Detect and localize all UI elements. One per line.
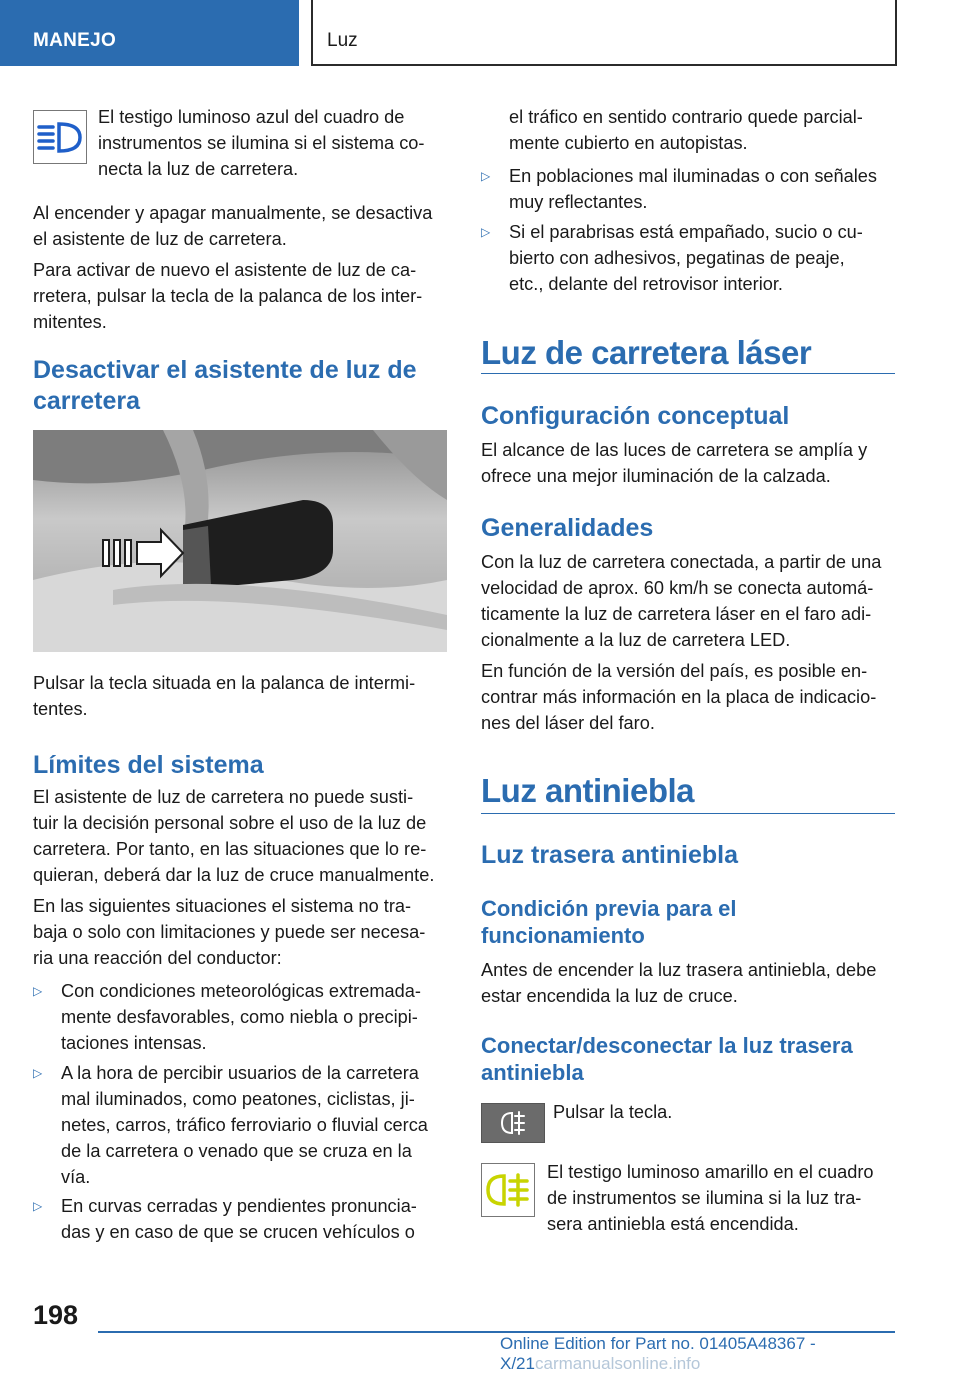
- blue-indicator-text-line: necta la luz de carretera.: [98, 159, 299, 179]
- paragraph-line: quieran, deberá dar la luz de cruce manualmente.: [33, 865, 435, 885]
- paragraph-line: el tráfico en sentido contrario quede parcial-: [509, 107, 863, 127]
- paragraph-line: tuir la decisión personal sobre el uso de la luz de: [33, 813, 427, 833]
- heading-deactivate: carretera: [33, 387, 141, 415]
- paragraph-line: baja o solo con limitaciones y puede ser necesa-: [33, 922, 426, 942]
- heading-system-limits: Límites del sistema: [33, 751, 264, 779]
- blue-indicator-text-line: instrumentos se ilumina si el sistema co-: [98, 133, 425, 153]
- list-item-line: Si el parabrisas está empañado, sucio o cu-: [509, 222, 863, 242]
- paragraph-line: El alcance de las luces de carretera se amplía y: [481, 440, 868, 460]
- paragraph-line: estar encendida la luz de cruce.: [481, 986, 738, 1006]
- paragraph-line: En las siguientes situaciones el sistema no tra-: [33, 896, 412, 916]
- footer-edition: [500, 1334, 960, 1374]
- section-tab: [0, 0, 299, 66]
- list-item-line: bierto con adhesivos, pegatinas de peaje,: [509, 248, 845, 268]
- blue-indicator-text-line: El testigo luminoso azul del cuadro de: [98, 107, 405, 127]
- heading-deactivate: Desactivar el asistente de luz de: [33, 356, 417, 384]
- list-item-line: En curvas cerradas y pendientes pronuncia-: [61, 1196, 417, 1216]
- list-item-line: mente desfavorables, como niebla o precipi-: [61, 1007, 418, 1027]
- triangle-bullet-icon: ▷: [481, 169, 491, 183]
- paragraph-line: contrar más información en la placa de indicacio-: [481, 687, 877, 707]
- paragraph-line: mitentes.: [33, 312, 107, 332]
- heading-toggle-rear-fog: antiniebla: [481, 1060, 584, 1085]
- paragraph-line: carretera. Por tanto, en las situaciones que lo re-: [33, 839, 427, 859]
- paragraph-line: El asistente de luz de carretera no puede susti-: [33, 787, 414, 807]
- list-item-line: taciones intensas.: [61, 1033, 207, 1053]
- paragraph-line: velocidad de aprox. 60 km/h se conecta automá-: [481, 578, 874, 598]
- section-title: MANEJO: [33, 30, 117, 51]
- footer-divider: [98, 1331, 895, 1333]
- paragraph-line: cionalmente a la luz de carretera LED.: [481, 630, 791, 650]
- paragraph-line: Para activar de nuevo el asistente de luz de ca-: [33, 260, 417, 280]
- triangle-bullet-icon: ▷: [33, 1199, 43, 1213]
- amber-indicator-text-line: de instrumentos se ilumina si la luz tra-: [547, 1188, 862, 1208]
- list-item-line: En poblaciones mal iluminadas o con señales: [509, 166, 878, 186]
- paragraph-line: ria una reacción del conductor:: [33, 948, 282, 968]
- paragraph-line: Con la luz de carretera conectada, a partir de una: [481, 552, 882, 572]
- paragraph-line: ticamente la luz de carretera láser en el faro adi-: [481, 604, 872, 624]
- triangle-bullet-icon: ▷: [33, 984, 43, 998]
- paragraph-line: En función de la versión del país, es posible en-: [481, 661, 868, 681]
- paragraph-line: el asistente de luz de carretera.: [33, 229, 287, 249]
- heading-concept: Configuración conceptual: [481, 402, 790, 430]
- heading-laser-high-beam: Luz de carretera láser: [481, 334, 812, 371]
- amber-indicator-text-line: sera antiniebla está encendida.: [547, 1214, 799, 1234]
- list-item-line: Con condiciones meteorológicas extremada-: [61, 981, 421, 1001]
- chapter-header: [311, 0, 897, 66]
- paragraph-line: rretera, pulsar la tecla de la palanca de los inter-: [33, 286, 423, 306]
- list-item-line: etc., delante del retrovisor interior.: [509, 274, 783, 294]
- list-item-line: mal iluminados, como peatones, ciclistas, ji-: [61, 1089, 415, 1109]
- heading-fog-light: Luz antiniebla: [481, 772, 695, 809]
- press-key-text: Pulsar la tecla.: [553, 1102, 673, 1122]
- list-item-line: A la hora de percibir usuarios de la carretera: [61, 1063, 419, 1083]
- list-item-line: das y en caso de que se crucen vehículos o: [61, 1222, 415, 1242]
- paragraph-line: mente cubierto en autopistas.: [509, 133, 748, 153]
- edition-text: Online Edition for Part no. 01405A48367 - X/21: [500, 1334, 816, 1373]
- heading-precondition: Condición previa para el: [481, 896, 737, 921]
- amber-indicator-text-line: El testigo luminoso amarillo en el cuadro: [547, 1162, 874, 1182]
- page-number: 198: [33, 1300, 79, 1330]
- heading-rear-fog-light: Luz trasera antiniebla: [481, 841, 739, 869]
- list-item-line: netes, carros, tráfico ferroviario o fluvial cerca: [61, 1115, 428, 1135]
- triangle-bullet-icon: ▷: [33, 1066, 43, 1080]
- heading-general: Generalidades: [481, 514, 654, 542]
- high-beam-indicator-icon: [33, 110, 87, 164]
- watermark-text: carmanualsonline.info: [534, 1354, 701, 1373]
- paragraph-line: Al encender y apagar manualmente, se desactiva: [33, 203, 433, 223]
- list-item-line: de la carretera o venado que se cruza en la: [61, 1141, 412, 1161]
- paragraph-line: tentes.: [33, 699, 88, 719]
- turn-signal-lever-photo: [33, 430, 447, 652]
- paragraph-line: nes del láser del faro.: [481, 713, 655, 733]
- list-item-line: vía.: [61, 1167, 91, 1187]
- list-item-line: muy reflectantes.: [509, 192, 648, 212]
- heading-precondition: funcionamiento: [481, 923, 645, 948]
- paragraph-line: ofrece una mejor iluminación de la calzada.: [481, 466, 831, 486]
- section-divider: [481, 373, 895, 374]
- section-divider: [481, 813, 895, 814]
- chapter-title: Luz: [327, 30, 358, 51]
- paragraph-line: Antes de encender la luz trasera antiniebla, debe: [481, 960, 877, 980]
- heading-toggle-rear-fog: Conectar/desconectar la luz trasera: [481, 1033, 853, 1058]
- triangle-bullet-icon: ▷: [481, 225, 491, 239]
- paragraph-line: Pulsar la tecla situada en la palanca de intermi-: [33, 673, 416, 693]
- rear-fog-button-icon: [481, 1103, 545, 1143]
- rear-fog-indicator-icon: [481, 1163, 535, 1217]
